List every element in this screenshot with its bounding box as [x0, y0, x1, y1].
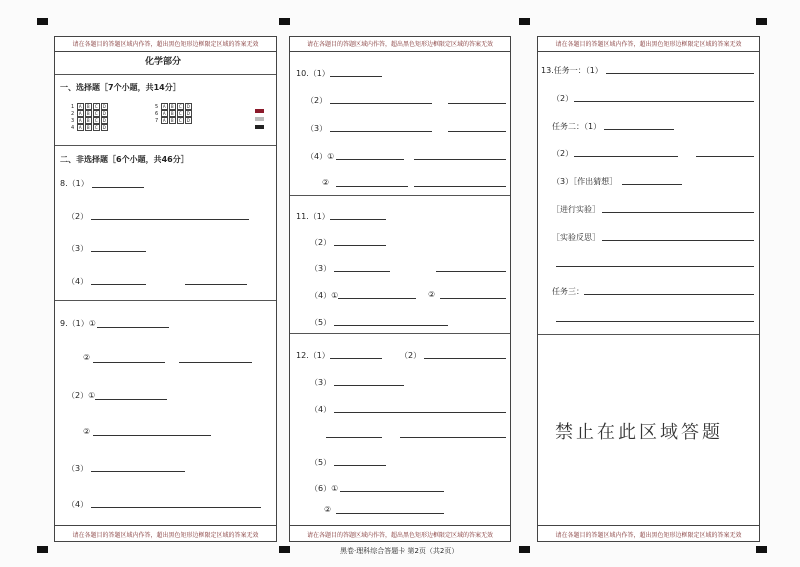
q12-part3-label: （3） [310, 378, 332, 387]
divider [55, 74, 276, 75]
q13-task2-label: 任务二：（1） [552, 122, 602, 131]
timing-mark [279, 18, 290, 25]
timing-mark [279, 546, 290, 553]
q10-part4-sub2-label: ② [322, 178, 330, 187]
q13-task1-label: 13.任务一：（1） [541, 66, 603, 75]
answer-line[interactable] [334, 412, 506, 413]
reflection-label: ［实验反思］ [552, 233, 600, 242]
mc-row[interactable]: 3 A B C D [71, 118, 106, 124]
answer-line[interactable] [440, 298, 506, 299]
q9-part2-label: （2）① [67, 391, 96, 400]
answer-line[interactable] [606, 73, 754, 74]
answer-column-1 [54, 36, 277, 542]
q12-part1-label: 12.（1） [296, 351, 330, 360]
answer-line[interactable] [93, 362, 165, 363]
experiment-label: ［进行实验］ [552, 205, 600, 214]
q13-task1-part2-label: （2） [552, 94, 574, 103]
answer-line[interactable] [602, 212, 754, 213]
color-swatch [255, 125, 264, 129]
q9-part1-sub2-label: ② [83, 353, 91, 362]
mc-row[interactable]: 2 A B C D [71, 111, 106, 117]
q9-part3-label: （3） [67, 464, 89, 473]
answer-line[interactable] [622, 184, 682, 185]
notice-top: 请在各题目的答题区域内作答，超出黑色矩形边框限定区域的答案无效 [55, 39, 276, 52]
q9-part1-label: 9.（1）① [60, 319, 96, 328]
q13-task3-label: 任务三： [552, 287, 584, 296]
mc-section-heading: 一、选择题［7个小题，共14分］ [60, 83, 181, 92]
notice-bottom: 请在各题目的答题区域内作答，超出黑色矩形边框限定区域的答案无效 [290, 525, 510, 539]
mc-row[interactable]: 5 A B C D [155, 104, 190, 110]
q9-part2-sub2-label: ② [83, 427, 91, 436]
answer-line[interactable] [604, 129, 674, 130]
answer-line[interactable] [93, 435, 211, 436]
q12-part6-sub2-label: ② [324, 505, 332, 514]
answer-line[interactable] [91, 251, 146, 252]
answer-line[interactable] [424, 358, 506, 359]
q8-part4-label: （4） [67, 277, 89, 286]
answer-line[interactable] [448, 131, 506, 132]
divider [290, 333, 510, 334]
q11-part1-label: 11.（1） [296, 212, 330, 221]
answer-line[interactable] [400, 437, 506, 438]
answer-line[interactable] [179, 362, 252, 363]
answer-line[interactable] [330, 103, 432, 104]
page-footer: 黑卷·理科综合答题卡 第2页（共2页） [340, 547, 459, 555]
timing-mark [519, 18, 530, 25]
answer-line[interactable] [334, 325, 448, 326]
answer-line[interactable] [448, 103, 506, 104]
answer-line[interactable] [330, 76, 382, 77]
answer-line[interactable] [334, 385, 404, 386]
answer-line[interactable] [92, 187, 144, 188]
q13-task2-part3-label: （3）［作出猜想］ [552, 177, 618, 186]
answer-line[interactable] [330, 358, 382, 359]
timing-mark [37, 546, 48, 553]
answer-line[interactable] [556, 321, 754, 322]
mc-row[interactable]: 4 A B C D [71, 125, 106, 131]
q10-part3-label: （3） [306, 124, 328, 133]
divider [55, 145, 276, 146]
q12-part4-label: （4） [310, 405, 332, 414]
q8-part2-label: （2） [67, 212, 89, 221]
notice-top: 请在各题目的答题区域内作答，超出黑色矩形边框限定区域的答案无效 [290, 39, 510, 52]
q12-part6-label: （6）① [310, 484, 339, 493]
q11-part4-label: （4）① [310, 291, 339, 300]
answer-line[interactable] [91, 471, 185, 472]
timing-mark [756, 546, 767, 553]
q10-part4-label: （4）① [306, 152, 335, 161]
free-response-heading: 二、非选择题［6个小题，共46分］ [60, 155, 189, 164]
timing-mark [519, 546, 530, 553]
answer-line[interactable] [696, 156, 754, 157]
answer-line[interactable] [574, 101, 754, 102]
answer-column-3 [537, 36, 760, 542]
answer-column-2 [289, 36, 511, 542]
timing-mark [37, 18, 48, 25]
answer-line[interactable] [574, 156, 678, 157]
q11-part4-sub2-label: ② [428, 290, 436, 299]
q8-part1-label: 8.（1） [60, 179, 89, 188]
answer-line[interactable] [330, 219, 386, 220]
answer-line[interactable] [338, 298, 416, 299]
answer-line[interactable] [340, 491, 444, 492]
mc-row[interactable]: 6 A B C D [155, 111, 190, 117]
q12-part5-label: （5） [310, 458, 332, 467]
answer-line[interactable] [91, 284, 146, 285]
q10-part2-label: （2） [306, 96, 328, 105]
answer-line[interactable] [95, 399, 167, 400]
answer-line[interactable] [336, 186, 408, 187]
answer-line[interactable] [414, 186, 506, 187]
q11-part2-label: （2） [310, 238, 332, 247]
notice-top: 请在各题目的答题区域内作答，超出黑色矩形边框限定区域的答案无效 [538, 39, 759, 52]
answer-line[interactable] [602, 240, 754, 241]
section-title: 化学部分 [145, 57, 182, 67]
answer-line[interactable] [91, 507, 261, 508]
answer-line[interactable] [185, 284, 247, 285]
q9-part4-label: （4） [67, 500, 89, 509]
notice-bottom: 请在各题目的答题区域内作答，超出黑色矩形边框限定区域的答案无效 [55, 525, 276, 539]
q11-part3-label: （3） [310, 264, 332, 273]
q8-part3-label: （3） [67, 244, 89, 253]
q11-part5-label: （5） [310, 318, 332, 327]
answer-line[interactable] [436, 271, 506, 272]
color-swatch [255, 117, 264, 121]
answer-line[interactable] [556, 266, 754, 267]
divider [55, 300, 276, 301]
answer-line[interactable] [91, 219, 249, 220]
mc-row[interactable]: 1 A B C D [71, 104, 106, 110]
color-swatch [255, 109, 264, 113]
answer-line[interactable] [584, 294, 754, 295]
mc-row[interactable]: 7 A B C D [155, 118, 190, 124]
answer-line[interactable] [334, 245, 386, 246]
divider [290, 195, 510, 196]
timing-mark [756, 18, 767, 25]
q10-part1-label: 10.（1） [296, 69, 330, 78]
answer-line[interactable] [326, 437, 382, 438]
q13-task2-part2-label: （2） [552, 149, 574, 158]
answer-line[interactable] [414, 159, 506, 160]
no-answer-zone-text: 禁止在此区域答题 [555, 422, 723, 443]
answer-line[interactable] [336, 159, 404, 160]
answer-line[interactable] [334, 271, 390, 272]
q12-part2-label: （2） [400, 351, 422, 360]
divider [538, 334, 759, 335]
notice-bottom: 请在各题目的答题区域内作答，超出黑色矩形边框限定区域的答案无效 [538, 525, 759, 539]
answer-line[interactable] [334, 465, 386, 466]
answer-line[interactable] [97, 327, 169, 328]
answer-line[interactable] [336, 513, 444, 514]
answer-line[interactable] [330, 131, 432, 132]
